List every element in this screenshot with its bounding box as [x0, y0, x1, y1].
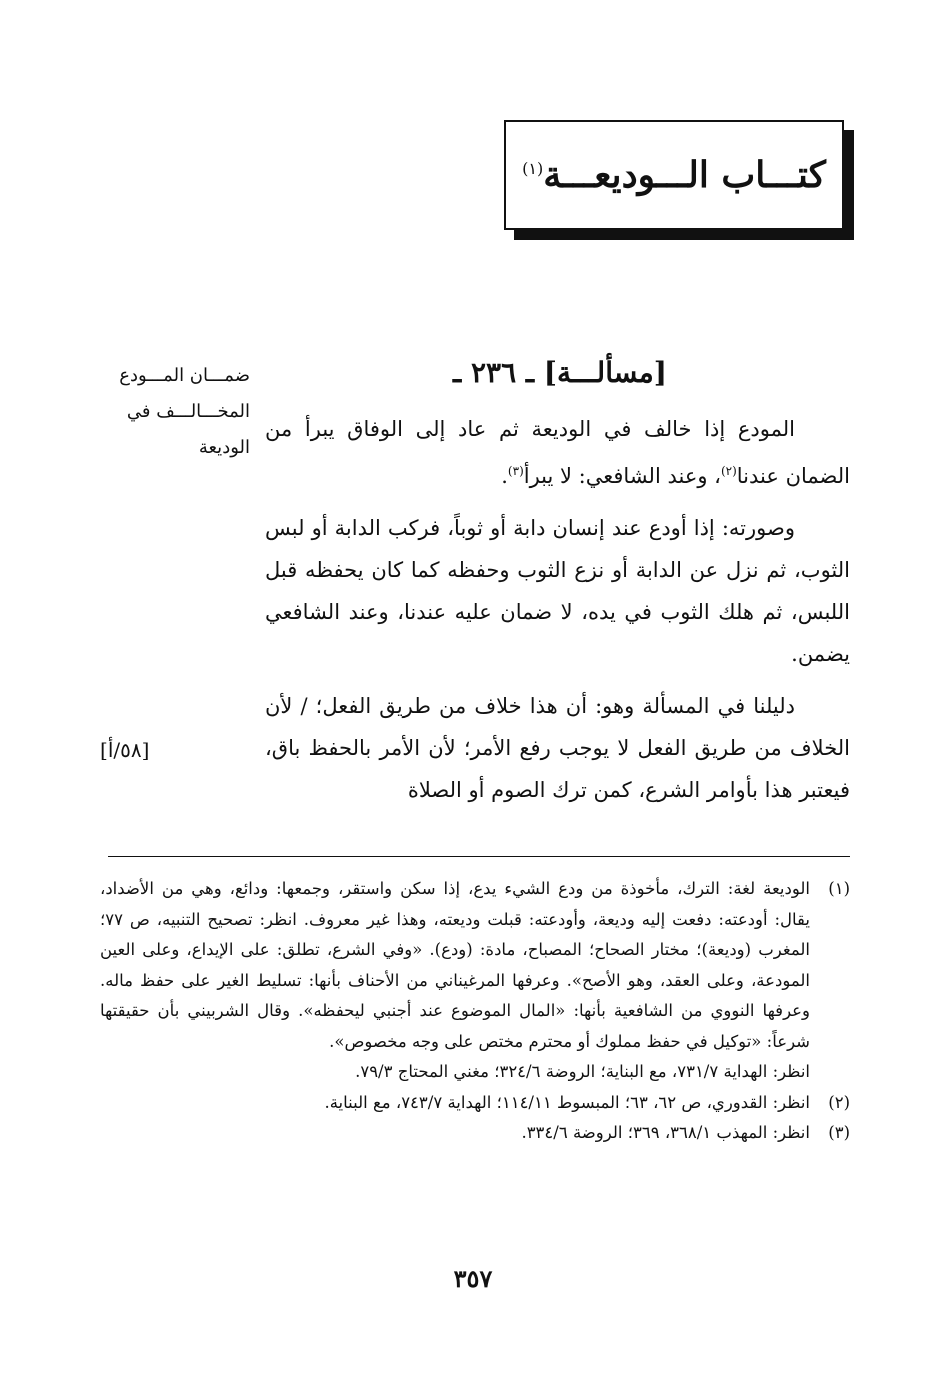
margin-note	[100, 358, 250, 466]
main-text	[265, 408, 850, 821]
footnote	[100, 1088, 850, 1119]
margin-note-line: المخـــالـــف في	[126, 401, 250, 422]
title-footnote-ref: (١)	[522, 159, 544, 178]
chapter-title-box	[504, 120, 844, 230]
issue-heading: [مسألـــة] ـ ٢٣٦ ـ	[453, 356, 667, 389]
footnotes	[100, 874, 850, 1149]
footnote	[100, 1118, 850, 1149]
paragraph: المودع إذا خالف في الوديعة ثم عاد إلى الوفاق يبرأ من الضمان عندنا$^{(٢)}$، وعند الشافعي: لا يبرأ$^{(٣)}$.	[265, 417, 850, 488]
footnote-text: انظر: الهداية ٧٣١/٧، مع البناية؛ الروضة ٣٢٤/٦؛ مغني المحتاج ٧٩/٣.	[355, 1062, 810, 1081]
paragraph: وصورته: إذا أودع عند إنسان دابة أو ثوباً، فركب الدابة أو لبس الثوب، ثم نزل عن الدابة أو نزع الثوب وحفظه كما كان يحفظه قبل اللبس، ثم هلك الثوب في يده، لا ضمان عليه عندنا، وعند الشافعي يضمن.	[265, 516, 850, 666]
footnote-number: (٣)	[828, 1123, 850, 1142]
page-number: ٣٥٧	[453, 1264, 493, 1293]
manuscript-folio-marker: [٥٨/أ]	[100, 738, 150, 762]
footnote-ref: (٢)	[720, 464, 737, 478]
footnote-number: (٢)	[828, 1092, 850, 1112]
margin-note-line: الوديعة	[198, 437, 250, 458]
chapter-title: كتـــاب الـــوديعـــة$^{(١)}$	[522, 154, 826, 196]
footnote	[100, 874, 850, 1088]
footnote-ref: (٣)	[507, 464, 524, 478]
footnote-number: (١)	[828, 879, 850, 898]
footnote-text: الوديعة لغة: الترك، مأخوذة من ودع الشيء يدع، إذا سكن واستقر، وجمعها: ودائع، وهي من الأضداد، يقال: أودعته: دفعت إليه وديعة، وأودعته: قبلت وديعته، وهذا غير معروف. انظر: تصحيح التنبيه، ص ٧٧؛ المغرب (وديعة)؛ مختار الصحاح؛ المصباح، مادة: (ودع). «وفي الشرع، تطلق: على الإيداع، وعلى العين المودعة، وعلى العقد، وهو الأصح». وعرفها المرغيناني من الأحناف بأنها: تسليط الغير على حفظ ماله. وعرفها النووي من الشافعية بأنها: «المال الموضوع عند أجنبي ليحفظه». وقال الشربيني بأن حقيقتها شرعاً: «توكيل في حفظ مملوك أو محترم مختص على وجه مخصوص».	[100, 879, 810, 1051]
footnote-separator	[108, 856, 850, 857]
footnote-text: انظر: القدوري، ص ٦٢، ٦٣؛ المبسوط ١١٤/١١؛ الهداية ٧٤٣/٧، مع البناية.	[324, 1092, 810, 1112]
footnote-text: انظر: المهذب ٣٦٨/١، ٣٦٩؛ الروضة ٣٣٤/٦.	[521, 1123, 810, 1142]
margin-note-line: ضمـــان المـــودع	[119, 365, 250, 386]
paragraph: دليلنا في المسألة وهو: أن هذا خلاف من طريق الفعل؛ / لأن الخلاف من طريق الفعل لا يوجب رفع الأمر؛ لأن الأمر بالحفظ باق، فيعتبر هذا بأوامر الشرع، كمن ترك الصوم أو الصلاة	[265, 694, 850, 802]
